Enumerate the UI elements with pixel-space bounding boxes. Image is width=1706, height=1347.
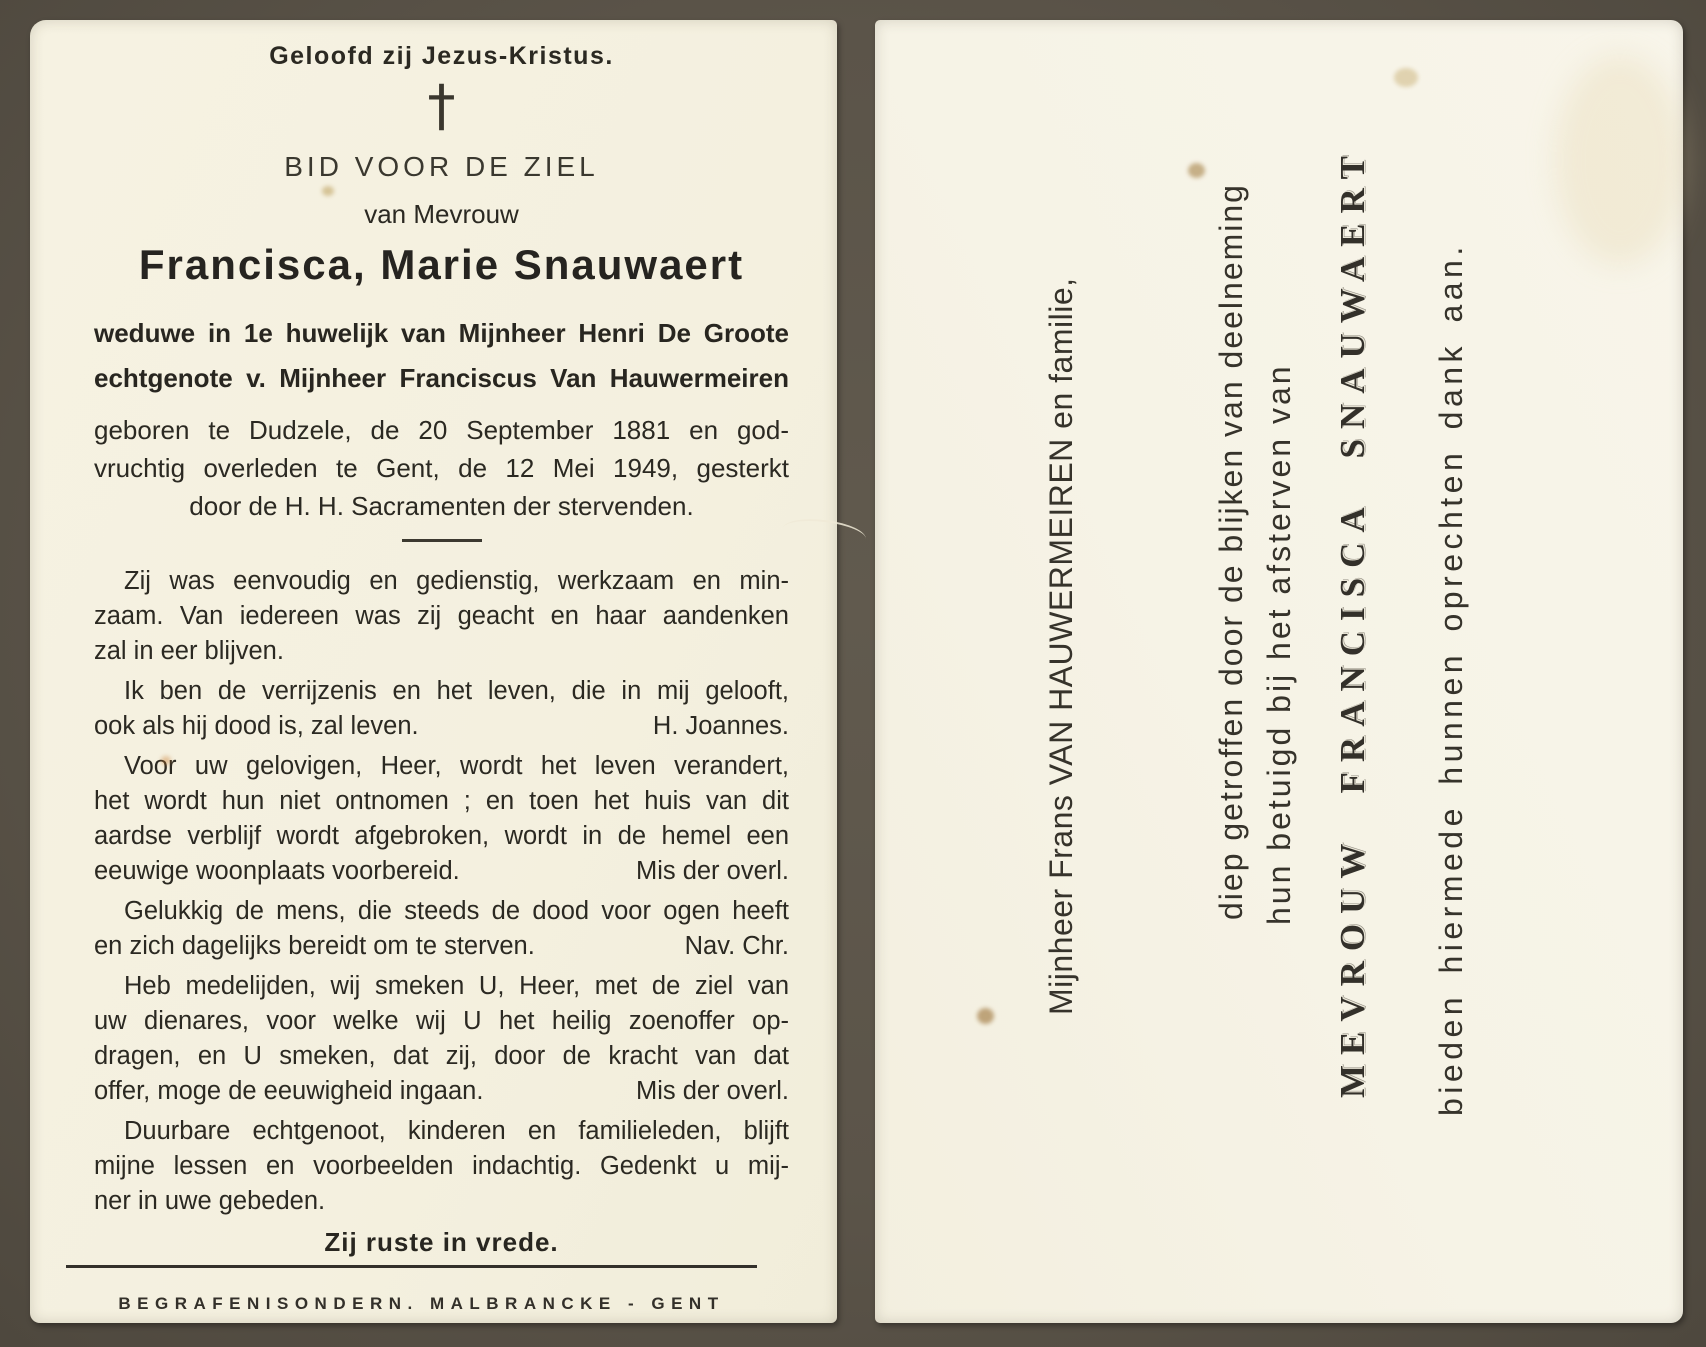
paragraph-line [94, 929, 789, 964]
paragraph-line: uw dienares, voor welke wij U het heilig zoenoffer op- [94, 1007, 789, 1035]
paragraph-text: en zich dagelijks bereidt om te sterven. [94, 932, 535, 960]
memorial-paragraph [94, 564, 789, 669]
source-attribution: H. Joannes. [652, 712, 789, 740]
source-attribution: Nav. Chr. [684, 932, 789, 960]
closing-line: Zij ruste in vrede. [324, 1227, 559, 1257]
paragraph-line: Gelukkig de mens, die steeds de dood voor ogen heeft [124, 897, 789, 925]
paragraph-line: Ik ben de verrijzenis en het leven, die in mij gelooft, [124, 677, 789, 705]
paragraph-line: Zij was eenvoudig en gedienstig, werkzaam en min- [124, 567, 789, 595]
memorial-paragraph [94, 969, 789, 1109]
printer-credit-line: BEGRAFENISONDERN. MALBRANCKE - GENT [118, 1294, 725, 1313]
cross-icon: † [427, 74, 456, 139]
paragraph-line [94, 1074, 789, 1109]
source-attribution: Mis der overl. [635, 1077, 789, 1105]
memorial-paragraph [94, 894, 789, 964]
vital-line: geboren te Dudzele, de 20 September 1881 en god- [94, 415, 789, 445]
prayer-paragraphs [94, 564, 789, 1219]
card-right-page [875, 20, 1683, 1323]
left-page-content [94, 20, 789, 1260]
subheading: van Mevrouw [364, 199, 519, 229]
thanks-line-gratitude: bieden hiermede hunnen oprechten dank aan. [1433, 242, 1469, 1116]
vital-line: vruchtig overleden te Gent, de 12 Mei 1949, gesterkt [94, 453, 789, 483]
paragraph-line [94, 709, 789, 744]
marital-titles [94, 311, 789, 401]
paragraph-line: dragen, en U smeken, dat zij, door de kracht van dat [94, 1042, 789, 1070]
birth-death-block [94, 411, 789, 525]
paragraph-line: Voor uw gelovigen, Heer, wordt het leven verandert, [124, 752, 789, 780]
footer-rule [66, 1265, 757, 1268]
thanks-line-passing: hun betuigd bij het afsterven van [1261, 363, 1297, 925]
paragraph-line: het wordt hun niet ontnomen ; en toen het huis van dit [94, 787, 789, 815]
memorial-paragraph [94, 1114, 789, 1219]
paragraph-line: zal in eer blijven. [94, 637, 284, 665]
thanks-line-deceased-name: MEVROUW FRANCISCA SNAUWAERT [1333, 146, 1372, 1098]
paragraph-line: ner in uwe gebeden. [94, 1187, 326, 1215]
blessing-line: Geloofd zij Jezus-Kristus. [269, 42, 614, 70]
deceased-name: Francisca, Marie Snauwaert [138, 241, 745, 288]
pray-heading: BID VOOR DE ZIEL [284, 151, 599, 182]
vital-line: door de H. H. Sacramenten der stervenden. [189, 491, 694, 521]
paragraph-line [94, 854, 789, 889]
paragraph-line: Duurbare echtgenoot, kinderen en familieleden, blijft [124, 1117, 789, 1145]
section-divider [402, 539, 482, 542]
paragraph-line: zaam. Van iedereen was zij geacht en haar aandenken [94, 602, 789, 630]
paragraph-text: eeuwige woonplaats voorbereid. [94, 857, 460, 885]
title-line: weduwe in 1e huwelijk van Mijnheer Henri De Groote [94, 318, 789, 348]
source-attribution: Mis der overl. [635, 857, 789, 885]
paragraph-line: Heb medelijden, wij smeken U, Heer, met de ziel van [124, 972, 789, 1000]
memorial-paragraph [94, 674, 789, 744]
paragraph-line: aardse verblijf wordt afgebroken, wordt in de hemel een [94, 822, 789, 850]
title-line: echtgenote v. Mijnheer Franciscus Van Hauwermeiren [94, 363, 789, 393]
paragraph-text: ook als hij dood is, zal leven. [94, 712, 419, 740]
memorial-paragraph [94, 749, 789, 889]
paragraph-text: offer, moge de eeuwigheid ingaan. [94, 1077, 484, 1105]
thanks-line-family: Mijnheer Frans VAN HAUWERMEIREN en familie, [1043, 277, 1079, 1015]
card-left-page [30, 20, 837, 1323]
thanks-line-condolences: diep getroffen door de blijken van deelneming [1213, 183, 1249, 920]
paragraph-line: mijne lessen en voorbeelden indachtig. Gedenkt u mij- [94, 1152, 789, 1180]
